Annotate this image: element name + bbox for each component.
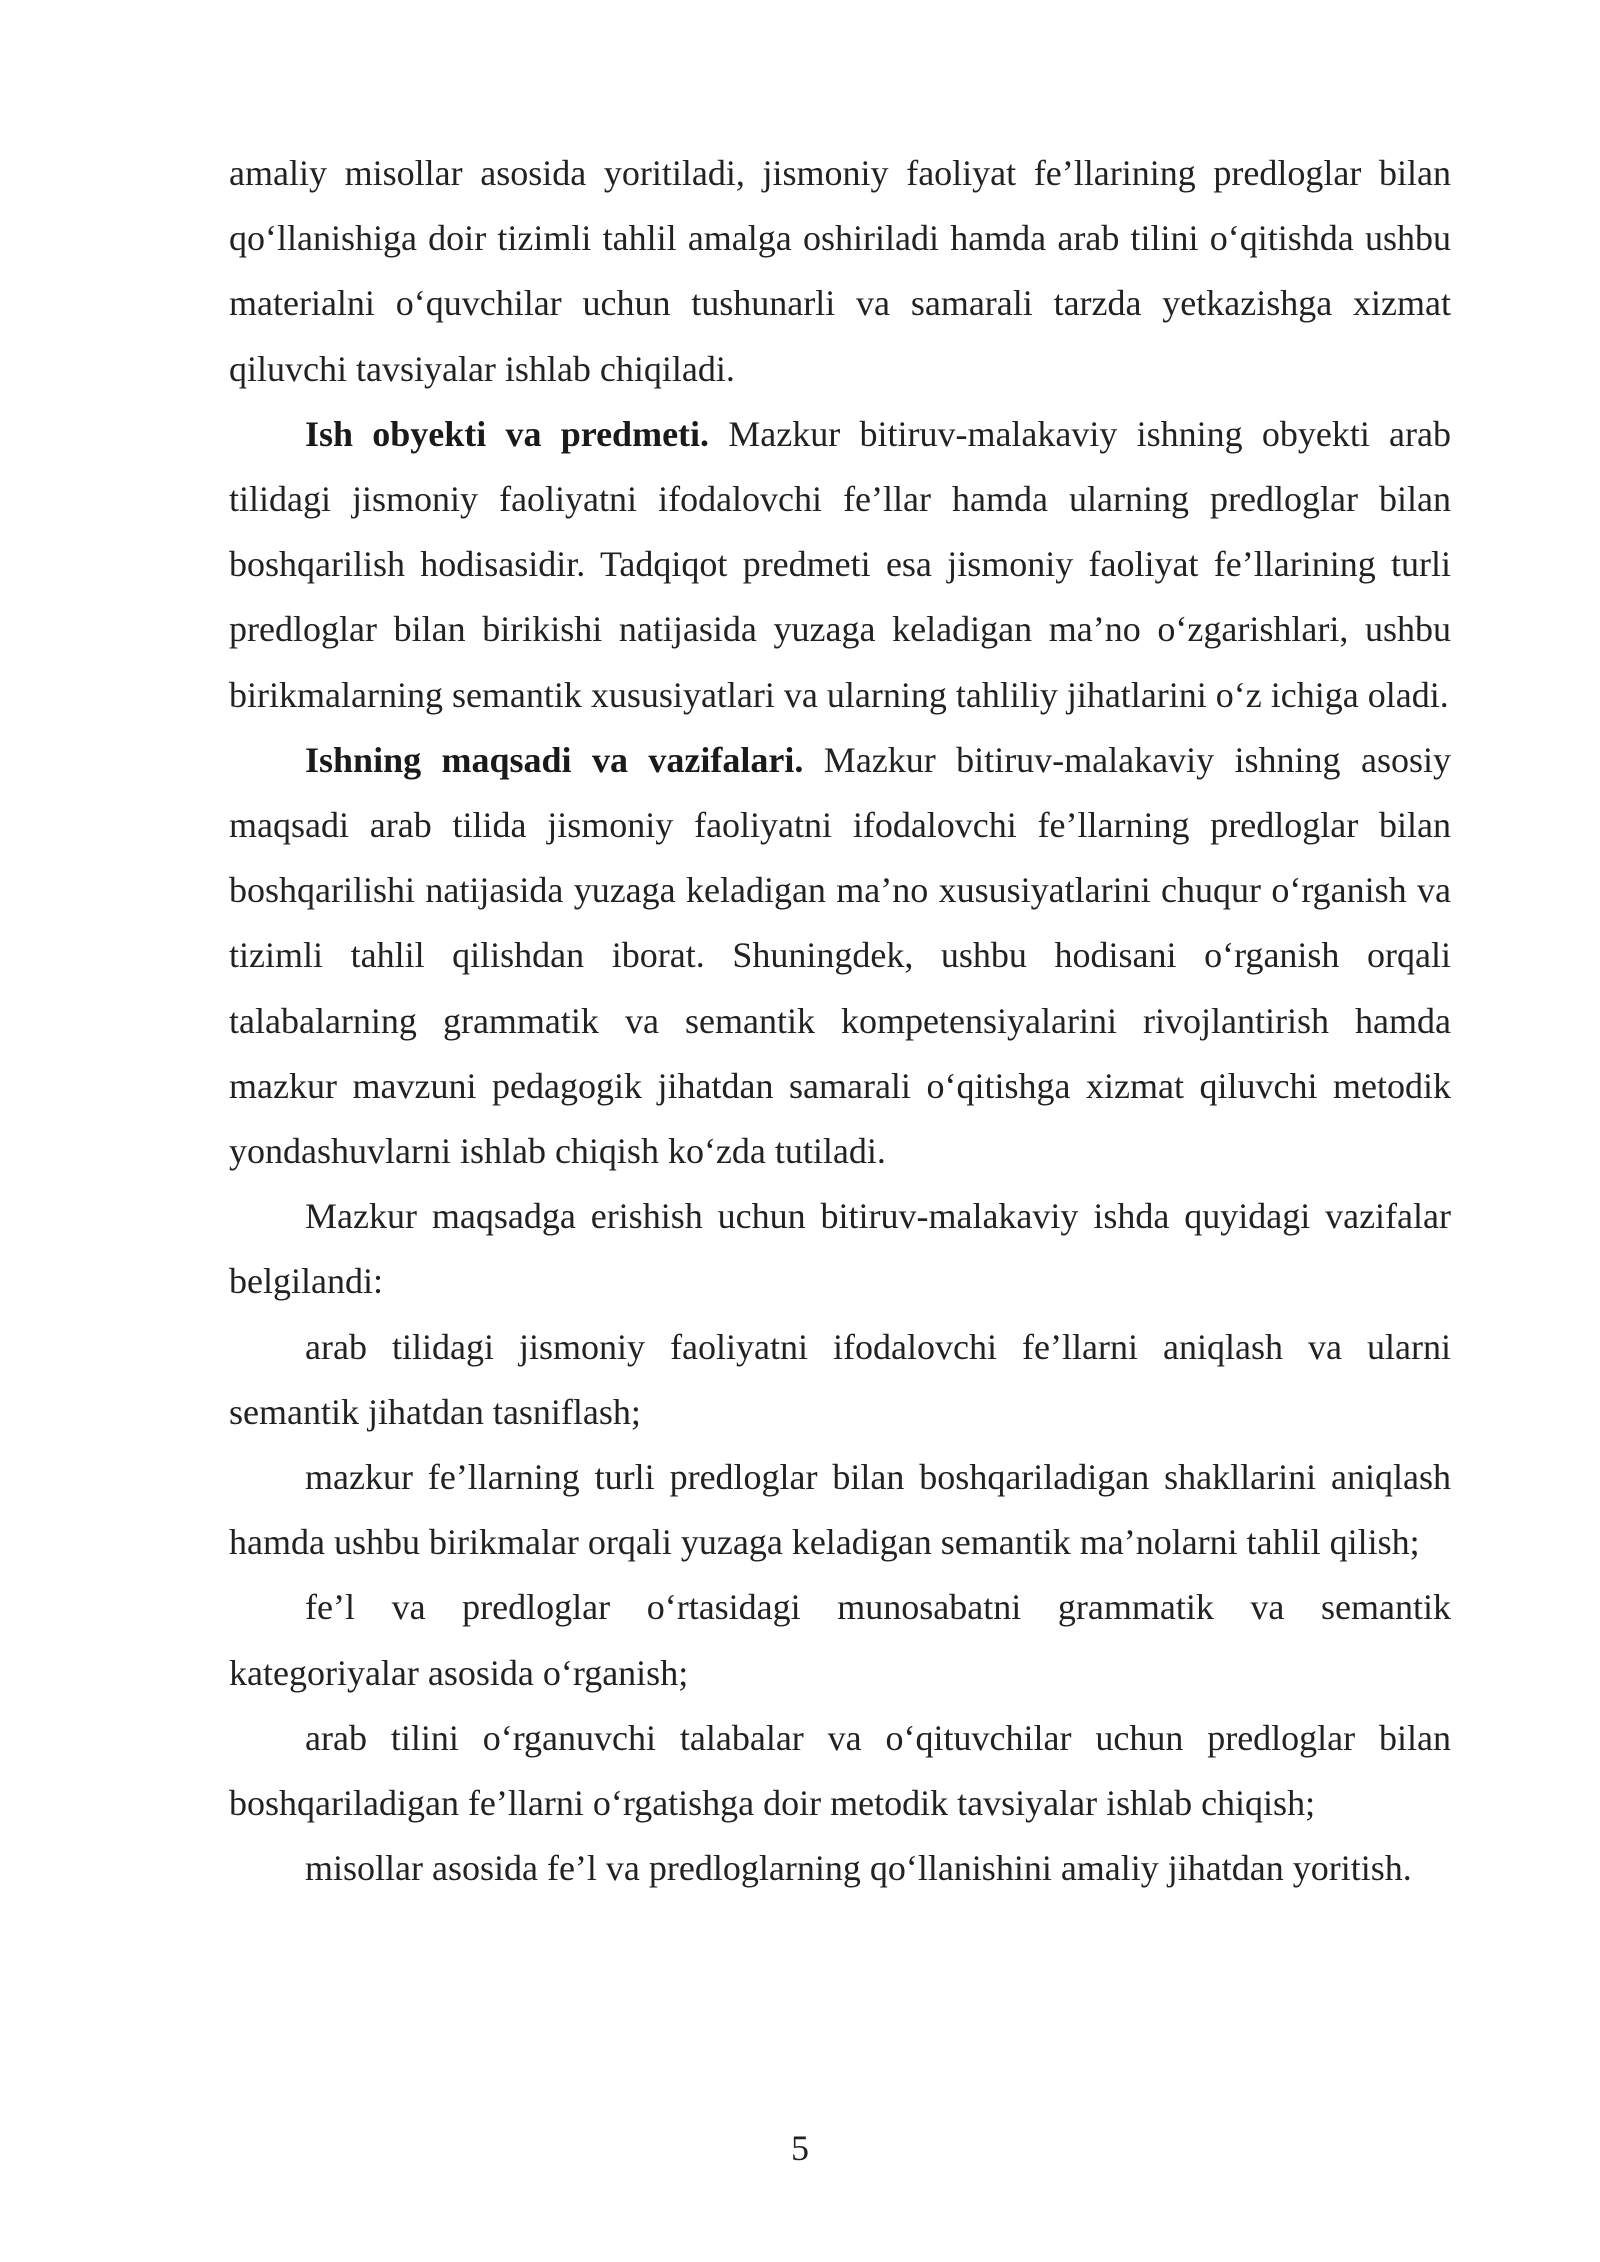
paragraph-text: fe’l va predloglar o‘rtasidagi munosabatni grammatik va semantik kategoriyalar asosida o‘rganish;	[229, 1587, 1451, 1693]
paragraph-text: Mazkur maqsadga erishish uchun bitiruv-malakaviy ishda quyidagi vazifalar belgilandi:	[229, 1196, 1451, 1302]
paragraph-continuation	[229, 141, 1451, 402]
paragraph-heading: Ishning maqsadi va vazifalari.	[305, 739, 804, 780]
paragraph-text: arab tilidagi jismoniy faoliyatni ifodalovchi fe’llarni aniqlash va ularni semantik jihatdan tasniflash;	[229, 1326, 1451, 1432]
paragraph-aim-and-tasks	[229, 728, 1451, 1184]
paragraph-text: amaliy misollar asosida yoritiladi, jismoniy faoliyat fe’llarining predloglar bilan qo‘llanishiga doir tizimli tahlil amalga oshiriladi hamda arab tilini o‘qitishda ushbu materialni o‘quvchilar uchun tushunarli va samarali tarzda yetkazishga xizmat qiluvchi tavsiyalar ishlab chiqiladi.	[229, 153, 1451, 389]
page-number: 5	[791, 2128, 809, 2168]
paragraph-text: Mazkur bitiruv-malakaviy ishning obyekti arab tilidagi jismoniy faoliyatni ifodalovchi fe’llar hamda ularning predloglar bilan boshqarilish hodisasidir. Tadqiqot predmeti esa jismoniy faoliyat fe’llarining turli predloglar bilan birikishi natijasida yuzaga keladigan ma’no o‘zgarishlari, ushbu birikmalarning semantik xususiyatlari va ularning tahliliy jihatlarini o‘z ichiga oladi.	[229, 413, 1451, 715]
task-item	[229, 1575, 1451, 1705]
paragraph-text: misollar asosida fe’l va predloglarning qo‘llanishini amaliy jihatdan yoritish.	[305, 1848, 1412, 1889]
paragraph-heading: Ish obyekti va predmeti.	[305, 413, 710, 454]
task-item	[229, 1315, 1451, 1445]
paragraph-text: Mazkur bitiruv-malakaviy ishning asosiy maqsadi arab tilida jismoniy faoliyatni ifodalovchi fe’llarning predloglar bilan boshqarilishi natijasida yuzaga keladigan ma’no xususiyatlarini chuqur o‘rganish va tizimli tahlil qilishdan iborat. Shuningdek, ushbu hodisani o‘rganish orqali talabalarning grammatik va semantik kompetensiyalarini rivojlantirish hamda mazkur mavzuni pedagogik jihatdan samarali o‘qitishga xizmat qiluvchi metodik yondashuvlarni ishlab chiqish ko‘zda tutiladi.	[229, 739, 1451, 1172]
paragraph-text: arab tilini o‘rganuvchi talabalar va o‘qituvchilar uchun predloglar bilan boshqariladigan fe’llarni o‘rgatishga doir metodik tavsiyalar ishlab chiqish;	[229, 1717, 1451, 1824]
task-item	[229, 1836, 1451, 1901]
task-item	[229, 1706, 1451, 1836]
body-text	[229, 141, 1451, 1901]
paragraph-tasks-intro	[229, 1184, 1451, 1314]
paragraph-text: mazkur fe’llarning turli predloglar bilan boshqariladigan shakllarini aniqlash hamda ushbu birikmalar orqali yuzaga keladigan semantik ma’nolarni tahlil qilish;	[229, 1457, 1451, 1563]
task-item	[229, 1445, 1451, 1575]
paragraph-object-and-subject	[229, 402, 1451, 728]
